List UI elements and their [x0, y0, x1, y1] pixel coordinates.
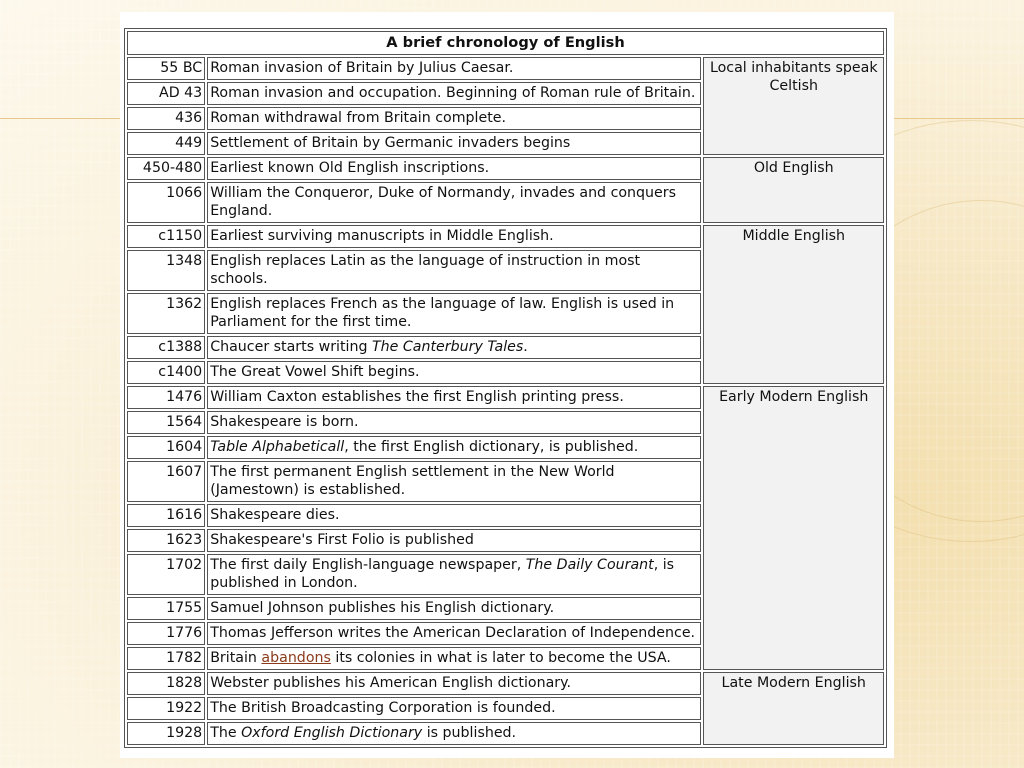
table-row: [127, 157, 884, 180]
year-cell: c1400: [127, 361, 205, 384]
period-celtish: Local inhabitants speak Celtish: [703, 57, 884, 155]
event-text: is published.: [422, 725, 517, 741]
event-text: The first daily English-language newspaper,: [210, 557, 526, 573]
year-cell: c1150: [127, 225, 205, 248]
table-header-row: [127, 31, 884, 55]
event-cell: Samuel Johnson publishes his English dictionary.: [207, 597, 701, 620]
year-cell: 1922: [127, 697, 205, 720]
event-cell: [207, 554, 701, 595]
event-cell: Earliest surviving manuscripts in Middle English.: [207, 225, 701, 248]
event-cell: Webster publishes his American English dictionary.: [207, 672, 701, 695]
event-cell: [207, 336, 701, 359]
event-cell: [207, 647, 701, 670]
event-title-italic: The Canterbury Tales: [372, 339, 524, 355]
event-cell: The Great Vowel Shift begins.: [207, 361, 701, 384]
chronology-table: [124, 28, 887, 748]
event-cell: [207, 722, 701, 745]
table-title: A brief chronology of English: [127, 31, 884, 55]
event-cell: Thomas Jefferson writes the American Declaration of Independence.: [207, 622, 701, 645]
event-text: its colonies in what is later to become the USA.: [330, 650, 671, 666]
year-cell: 1066: [127, 182, 205, 223]
year-cell: 1604: [127, 436, 205, 459]
event-text: , the first English dictionary, is published.: [344, 439, 639, 455]
event-cell: Shakespeare's First Folio is published: [207, 529, 701, 552]
event-title-italic: The Daily Courant: [525, 557, 654, 573]
event-cell: English replaces French as the language of law. English is used in Parliament for the first time.: [207, 293, 701, 334]
event-cell: William Caxton establishes the first English printing press.: [207, 386, 701, 409]
period-old-english: Old English: [703, 157, 884, 223]
decorative-rule-right: [894, 118, 1024, 119]
event-text: , is published in London.: [210, 557, 675, 591]
year-cell: 450-480: [127, 157, 205, 180]
year-cell: 449: [127, 132, 205, 155]
year-cell: c1388: [127, 336, 205, 359]
year-cell: 1623: [127, 529, 205, 552]
year-cell: 1828: [127, 672, 205, 695]
event-cell: The British Broadcasting Corporation is founded.: [207, 697, 701, 720]
event-cell: William the Conqueror, Duke of Normandy, invades and conquers England.: [207, 182, 701, 223]
event-text: .: [523, 339, 528, 355]
event-cell: English replaces Latin as the language of instruction in most schools.: [207, 250, 701, 291]
table-row: [127, 386, 884, 409]
slide-content-panel: [120, 12, 894, 758]
year-cell: 1755: [127, 597, 205, 620]
year-cell: 1564: [127, 411, 205, 434]
table-row: [127, 672, 884, 695]
table-row: [127, 225, 884, 248]
year-cell: 436: [127, 107, 205, 130]
decorative-rule-left: [0, 118, 120, 119]
event-title-italic: Oxford English Dictionary: [241, 725, 423, 741]
year-cell: 1476: [127, 386, 205, 409]
event-cell: Shakespeare dies.: [207, 504, 701, 527]
year-cell: 1702: [127, 554, 205, 595]
event-cell: Roman withdrawal from Britain complete.: [207, 107, 701, 130]
event-cell: The first permanent English settlement in the New World (Jamestown) is established.: [207, 461, 701, 502]
period-middle-english: Middle English: [703, 225, 884, 384]
year-cell: 1616: [127, 504, 205, 527]
year-cell: AD 43: [127, 82, 205, 105]
event-text: The: [210, 725, 242, 741]
year-cell: 55 BC: [127, 57, 205, 80]
event-cell: Settlement of Britain by Germanic invaders begins: [207, 132, 701, 155]
event-title-italic: Table Alphabeticall: [210, 439, 345, 455]
abandons-link[interactable]: abandons: [261, 650, 331, 666]
period-early-modern-english: Early Modern English: [703, 386, 884, 670]
period-late-modern-english: Late Modern English: [703, 672, 884, 745]
event-cell: Roman invasion of Britain by Julius Caesar.: [207, 57, 701, 80]
year-cell: 1782: [127, 647, 205, 670]
year-cell: 1607: [127, 461, 205, 502]
event-cell: Earliest known Old English inscriptions.: [207, 157, 701, 180]
year-cell: 1776: [127, 622, 205, 645]
event-text: Chaucer starts writing: [210, 339, 372, 355]
table-row: [127, 57, 884, 80]
year-cell: 1348: [127, 250, 205, 291]
year-cell: 1928: [127, 722, 205, 745]
year-cell: 1362: [127, 293, 205, 334]
event-cell: Shakespeare is born.: [207, 411, 701, 434]
event-cell: Roman invasion and occupation. Beginning of Roman rule of Britain.: [207, 82, 701, 105]
event-text: Britain: [210, 650, 262, 666]
event-cell: [207, 436, 701, 459]
